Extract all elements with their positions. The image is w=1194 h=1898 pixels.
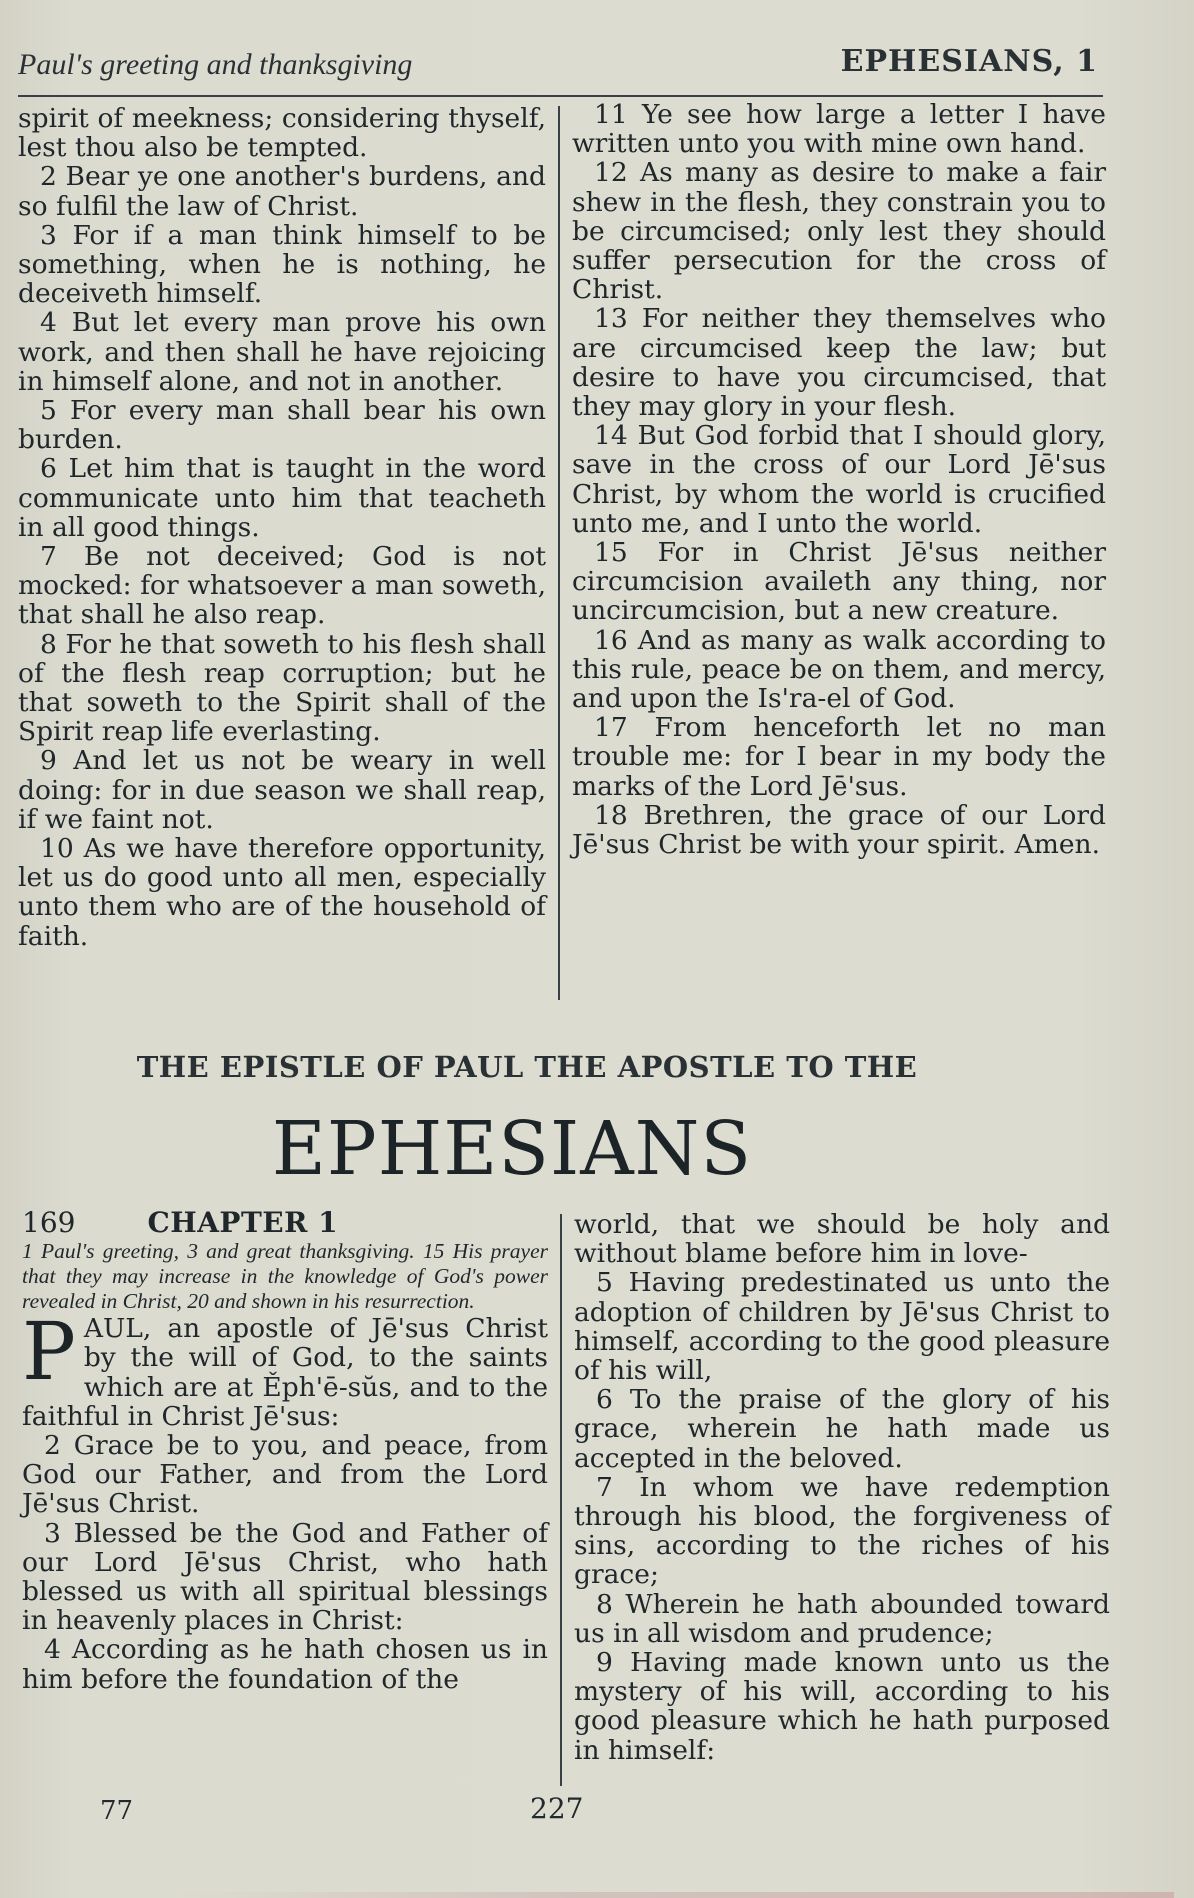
chapter-reference-number: 169 <box>22 1206 76 1239</box>
verse-text: 3 Blessed be the God and Father of our Lord Jē'sus Christ, who hath blessed us with all spiritual blessings in heavenly places in Christ: <box>22 1517 548 1637</box>
verse-text: 7 Be not deceived; God is not mocked: for whatsoever a man soweth, that shall he also reap. <box>18 541 546 631</box>
drop-cap: P <box>22 1305 76 1399</box>
verse-text: 8 For he that soweth to his flesh shall of the flesh reap corruption; but he that soweth to the Spirit shall of the Spirit reap life everlasting. <box>18 628 546 748</box>
book-title: EPHESIANS <box>271 1106 753 1192</box>
verse-text: 3 For if a man think himself to be something, when he is nothing, he deceiveth himself. <box>18 219 546 310</box>
verse-text: 7 In whom we have redemption through his blood, the forgiveness of sins, according to the riches of his grace; <box>574 1471 1110 1591</box>
verse-text: 15 For in Christ Jē'sus neither circumcision availeth any thing, nor uncircumcision, but a new creature. <box>572 537 1106 627</box>
page-edge-stain <box>174 1892 1174 1898</box>
verse-text: 14 But God forbid that I should glory, save in the cross of our Lord Jē'sus Christ, by whom the world is crucified unto me, and I unto the world. <box>572 420 1106 539</box>
verse-text: 9 Having made known unto us the mystery of his will, according to his good pleasure which he hath purposed in himself: <box>574 1647 1110 1766</box>
running-head-left: Paul's greeting and thanksgiving <box>18 48 413 81</box>
chapter-summary: 1 Paul's greeting, 3 and great thanksgiving. 15 His prayer that they may increase in the knowledge of God's power revealed in Christ, 20 and shown in his resurrection. <box>22 1239 548 1314</box>
verse-text: 10 As we have therefore opportunity, let us do good unto all men, especially unto them who are of the household of faith. <box>18 833 546 952</box>
verse-text: 11 Ye see how large a letter I have written unto you with mine own hand. <box>572 99 1106 160</box>
verse-text: 18 Brethren, the grace of our Lord Jē'sus Christ be with your spirit. Amen. <box>572 799 1106 861</box>
chapter-title: CHAPTER 1 <box>147 1206 339 1239</box>
verse-text: spirit of meekness; considering thyself, lest thou also be tempted. <box>18 103 546 164</box>
verse-text: 13 For neither they themselves who are circumcised keep the law; but desire to have you circumcised, that they may glory in your flesh. <box>572 303 1106 423</box>
verse-text: 8 Wherein he hath abounded toward us in all wisdom and prudence; <box>574 1588 1110 1649</box>
verse-text: 4 According as he hath chosen us in him before the foundation of the <box>22 1634 548 1695</box>
header-rule <box>18 95 1103 97</box>
verse-text: AUL, an apostle of Jē'sus Christ by the will of God, to the saints which are at Ěph'ē-sŭs, and to the faithful in Christ Jē'sus: <box>22 1313 548 1432</box>
top-left-column <box>18 104 546 951</box>
verse-text: 2 Bear ye one another's burdens, and so fulfil the law of Christ. <box>18 161 546 222</box>
bottom-right-column <box>574 1210 1110 1765</box>
column-divider <box>560 1214 562 1786</box>
verse-text: 4 But let every man prove his own work, and then shall he have rejoicing in himself alone, and not in another. <box>18 307 546 397</box>
verse-text: 5 Having predestinated us unto the adoption of children by Jē'sus Christ to himself, according to the good pleasure of his will, <box>574 1267 1110 1387</box>
verse-1 <box>22 1305 548 1432</box>
running-head-right: EPHESIANS, 1 <box>840 44 1098 79</box>
column-divider <box>558 106 560 1000</box>
verse-text: 6 Let him that is taught in the word communicate unto him that teacheth in all good things. <box>18 453 546 543</box>
page-number: 227 <box>530 1792 584 1825</box>
verse-text: world, that we should be holy and without blame before him in love- <box>574 1209 1110 1270</box>
verse-text: 17 From henceforth let no man trouble me: for I bear in my body the marks of the Lord Jē'sus. <box>572 712 1106 802</box>
verse-text: 16 And as many as walk according to this rule, peace be on them, and mercy, and upon the Is'ra-el of God. <box>572 624 1106 715</box>
top-right-column <box>572 100 1106 859</box>
bottom-left-column <box>22 1208 548 1694</box>
chapter-heading <box>22 1208 548 1237</box>
verse-text: 12 As many as desire to make a fair shew in the flesh, they constrain you to be circumcised; only lest they should suffer persecution for the cross of Christ. <box>572 157 1106 306</box>
verse-text: 9 And let us not be weary in well doing: for in due season we shall reap, if we faint not. <box>18 745 546 835</box>
verse-text: 6 To the praise of the glory of his grace, wherein he hath made us accepted in the beloved. <box>574 1384 1110 1474</box>
verse-text: 5 For every man shall bear his own burden. <box>18 395 546 456</box>
epistle-heading: THE EPISTLE OF PAUL THE APOSTLE TO THE <box>136 1050 918 1084</box>
folio-left: 77 <box>100 1796 134 1826</box>
verse-text: 2 Grace be to you, and peace, from God our Father, and from the Lord Jē'sus Christ. <box>22 1430 548 1520</box>
